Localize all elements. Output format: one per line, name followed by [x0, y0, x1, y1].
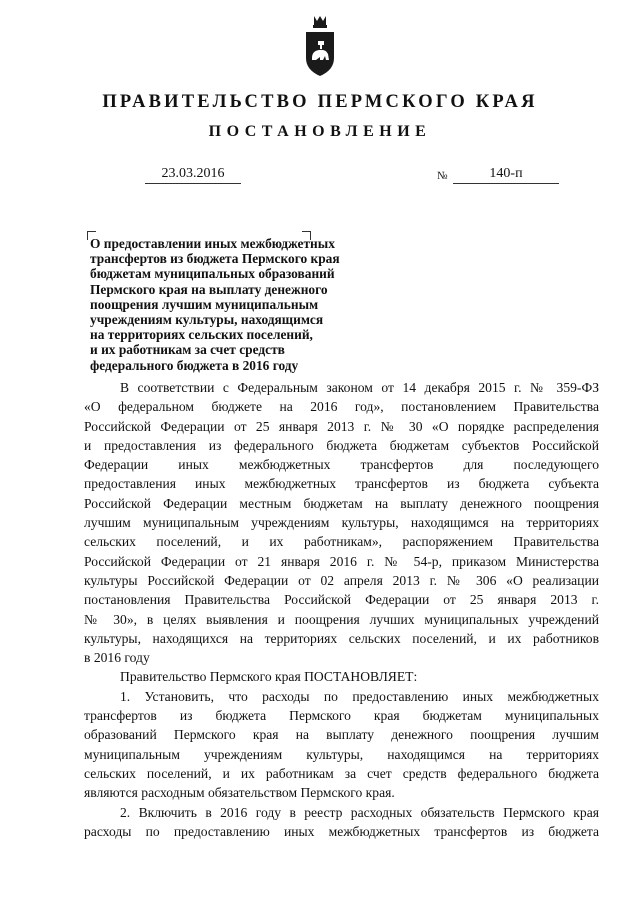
body-line: Российской Федерации местным бюджетам на выплату денежного поощрения — [84, 495, 599, 511]
subject-line: бюджетам муниципальных образований — [90, 266, 335, 282]
document-number: 140-п — [453, 166, 559, 184]
body-line: культуры Российской Федерации от 02 апреля 2013 г. № 306 «О реализации — [84, 572, 599, 588]
body-line: В соответствии с Федеральным законом от 14 декабря 2015 г. № 359-ФЗ — [120, 380, 599, 395]
subject-line: О предоставлении иных межбюджетных — [90, 236, 335, 251]
body-line: в 2016 году — [84, 650, 150, 666]
body-line: Российской Федерации от 21 января 2016 г. № 54-р, приказом Министерства — [84, 553, 599, 569]
body-line: являются расходным обязательством Пермского края. — [84, 785, 395, 801]
body-line: Российской Федерации от 25 января 2013 г. № 30 «О порядке распределения — [84, 418, 599, 434]
coat-of-arms-emblem — [304, 14, 336, 78]
body-line: 2. Включить в 2016 году в реестр расходных обязательств Пермского края — [120, 804, 599, 820]
body-line: лучшим муниципальным учреждениям культуры, находящимся на территориях — [84, 515, 599, 531]
body-line: Правительство Пермского края ПОСТАНОВЛЯЕТ: — [120, 669, 418, 685]
body-line: 1. Установить, что расходы по предоставлению иных межбюджетных — [120, 688, 599, 704]
body-line: предоставления иных межбюджетных трансфертов из бюджета субъекта — [84, 476, 599, 492]
body-line: муниципальным учреждениям культуры, находящимся на территориях — [84, 746, 599, 762]
organization-title: ПРАВИТЕЛЬСТВО ПЕРМСКОГО КРАЯ — [102, 92, 538, 112]
subject-line: учреждениям культуры, находящимся — [90, 312, 324, 328]
subject-line: федерального бюджета в 2016 году — [90, 357, 299, 373]
number-sign: № — [437, 170, 448, 182]
subject-line: поощрения лучшим муниципальным — [90, 296, 319, 312]
body-line: № 30», в целях выявления и поощрения лучших муниципальных учреждений — [84, 611, 599, 627]
subject-line: Пермского края на выплату денежного — [90, 281, 328, 297]
body-line: сельских поселений, и их работникам за счет средств федерального бюджета — [84, 765, 599, 781]
subject-line: трансфертов из бюджета Пермского края — [90, 251, 340, 267]
body-line: сельских поселений, и их работникам», распоряжением Правительства — [84, 534, 599, 550]
body-line: Федерации иных межбюджетных трансфертов для последующего — [84, 457, 599, 473]
document-subject — [90, 236, 390, 373]
body-line: культуры, находящихся на территориях сельских поселений, и их работников — [84, 630, 599, 646]
body-line: постановления Правительства Российской Федерации от 25 января 2013 г. — [84, 592, 599, 608]
body-line: трансфертов из бюджета Пермского края бюджетам муниципальных — [84, 708, 599, 724]
document-body — [84, 378, 599, 841]
document-date: 23.03.2016 — [145, 166, 241, 184]
body-line: образований Пермского края на выплату денежного поощрения лучшим — [84, 727, 599, 743]
body-line: и предоставления из федерального бюджета бюджетам субъектов Российской — [84, 437, 599, 453]
document-type: ПОСТАНОВЛЕНИЕ — [208, 123, 432, 140]
subject-line: на территориях сельских поселений, — [90, 327, 313, 343]
subject-line: и их работникам за счет средств — [90, 342, 285, 358]
body-line: расходы по предоставлению иных межбюджетных трансфертов из бюджета — [84, 823, 599, 839]
body-line: «О федеральном бюджете на 2016 год», постановлением Правительства — [84, 399, 599, 415]
